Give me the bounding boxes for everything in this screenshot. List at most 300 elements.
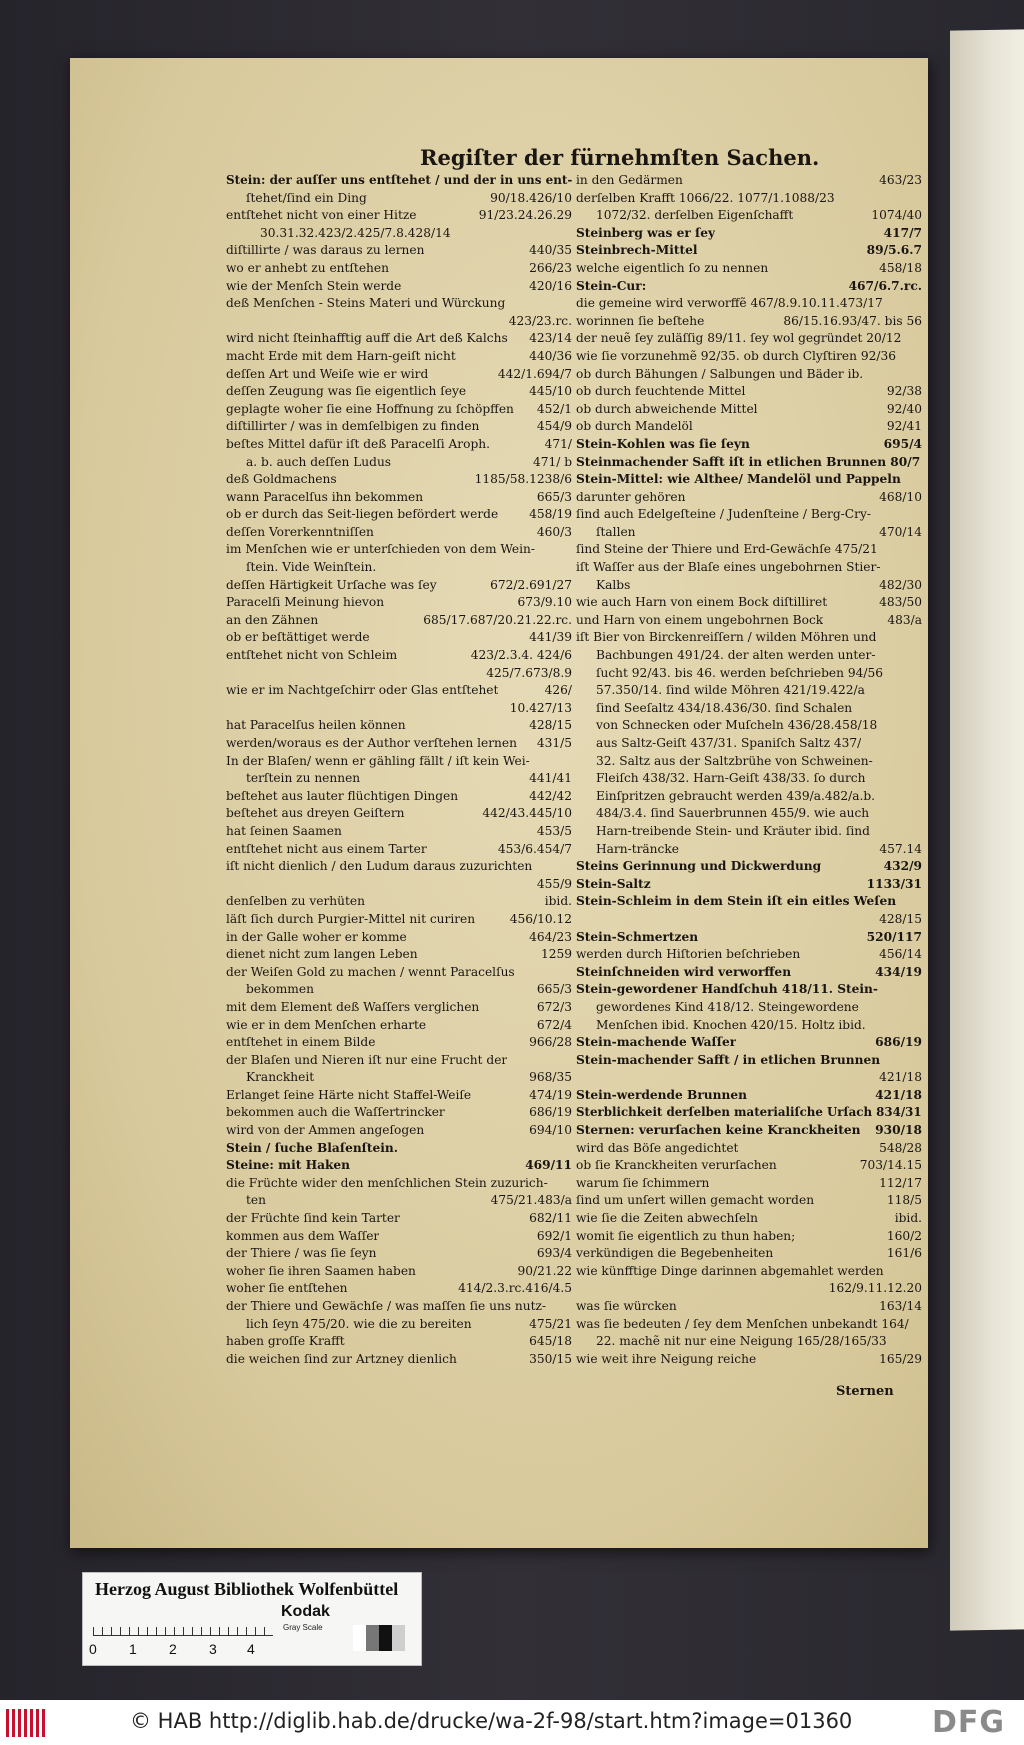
index-entry [576, 893, 922, 911]
index-entry [226, 506, 572, 524]
entry-text: gewordenes Kind 418/12. Steingewordene [596, 999, 859, 1014]
entry-text: Harn-träncke [596, 841, 679, 856]
index-entry [576, 454, 922, 472]
entry-text: mit dem Element deß Waſſers verglichen [226, 999, 480, 1014]
entry-text: wie er im Nachtgeſchirr oder Glas entſtehet [226, 683, 499, 698]
index-entry [576, 700, 922, 718]
entry-reference: 86/15.16.93/47. bis 56 [783, 313, 922, 328]
entry-text: der Blaſen und Nieren iſt nur eine Frucht der [226, 1052, 508, 1067]
entry-reference: 453/5 [536, 823, 572, 838]
entry-text: ob durch Mandelöl [576, 419, 693, 434]
ruler-number: 4 [247, 1641, 255, 1657]
index-entry [576, 946, 922, 964]
entry-reference: 428/15 [879, 911, 922, 926]
entry-text: deſſen Härtigkeit Urſache was ſey [226, 577, 437, 592]
entry-reference: 452/1 [536, 401, 572, 416]
index-entry [226, 401, 572, 419]
index-entry [226, 541, 572, 559]
entry-text: Steinmachender Safft iſt in etlichen Brunnen 80/7 [576, 454, 921, 469]
entry-text: werden/woraus es der Author verſtehen lernen [226, 736, 517, 750]
index-entry [576, 348, 922, 366]
index-entry [576, 929, 922, 947]
entry-text: Steins Gerinnung und Dickwerdung [576, 859, 822, 874]
index-entry [226, 524, 572, 542]
swatch-gray [366, 1625, 379, 1651]
entry-text: Sternen: verurſachen keine Kranckheiten [576, 1123, 861, 1138]
entry-text: wird von der Ammen angeſogen [226, 1123, 425, 1138]
index-entry [226, 805, 572, 823]
entry-text: diſtillirter / was in demſelbigen zu finden [226, 419, 480, 434]
index-entry [226, 190, 572, 208]
entry-text: Bachbungen 491/24. der alten werden unter- [596, 648, 876, 663]
index-entry [576, 577, 922, 595]
entry-text: woher ſie entſtehen [226, 1281, 348, 1296]
entry-text: der Thiere / was ſie ſeyn [226, 1246, 377, 1261]
entry-text: die gemeine wird verworffẽ 467/8.9.10.11.473/17 [576, 296, 883, 311]
entry-text: deß Goldmachens [226, 472, 337, 487]
entry-text: geplagte woher ſie eine Hoffnung zu ſchöpffen [226, 401, 514, 416]
index-entry [576, 964, 922, 982]
entry-text: wie auch Harn von einem Bock diſtilliret [576, 595, 828, 610]
index-entry [576, 1192, 922, 1210]
entry-reference: ibid. [894, 1211, 922, 1226]
index-entry [226, 207, 572, 225]
swatch-light [392, 1625, 405, 1651]
entry-reference: 92/38 [886, 384, 922, 399]
index-entry [226, 823, 572, 841]
entry-reference: 434/19 [875, 964, 922, 979]
entry-text: diſtillirte / was daraus zu lernen [226, 243, 425, 258]
entry-reference: 112/17 [879, 1175, 922, 1190]
gray-scale-swatches [353, 1625, 405, 1651]
entry-reference: 457.14 [879, 841, 922, 856]
index-entry [576, 1052, 922, 1070]
entry-text: womit ſie eigentlich zu thun haben; [576, 1228, 796, 1243]
index-entry [576, 1333, 922, 1351]
entry-reference: 673/9.10 [517, 595, 572, 610]
index-entry [576, 1228, 922, 1246]
index-entry [226, 1104, 572, 1122]
entry-reference: 91/23.24.26.29 [478, 208, 572, 223]
footer-link[interactable]: © HAB http://diglib.hab.de/drucke/wa-2f-98/start.htm?image=01360 [130, 1709, 853, 1733]
entry-text: ſtallen [596, 524, 636, 539]
index-entry [226, 172, 572, 190]
entry-text: hat ſeinen Saamen [226, 823, 342, 838]
entry-reference: 440/35 [529, 243, 572, 258]
entry-reference: 10.427/13 [509, 700, 572, 715]
entry-text: warum ſie ſchimmern [576, 1175, 710, 1190]
index-entry [226, 788, 572, 806]
entry-text: wo er anhebt zu entſtehen [226, 260, 389, 275]
index-entry [226, 489, 572, 507]
entry-text: in den Gedärmen [576, 173, 683, 187]
ruler-ticks [93, 1627, 273, 1635]
entry-reference: 431/5 [536, 736, 572, 750]
entry-reference: 417/7 [883, 225, 922, 240]
index-entry [576, 207, 922, 225]
index-entry [576, 1280, 922, 1298]
entry-reference: 163/14 [879, 1299, 922, 1313]
index-entry [576, 1087, 922, 1105]
entry-reference: 475/21.483/a [490, 1193, 572, 1208]
index-entry [226, 770, 572, 788]
entry-reference: 423/2.3.4. 424/6 [470, 648, 572, 663]
index-entry [576, 1069, 922, 1087]
entry-reference: 455/9 [536, 876, 572, 891]
entry-text: welche eigentlich ſo zu nennen [576, 260, 769, 275]
index-entry [576, 665, 922, 683]
entry-text: bekommen auch die Waſſertrincker [226, 1105, 445, 1120]
entry-text: Kranckheit [246, 1070, 315, 1085]
index-entry [576, 682, 922, 700]
entry-text: wie künfftige Dinge darinnen abgemahlet werden [576, 1263, 884, 1278]
index-column-left [226, 172, 572, 1368]
entry-text: deſſen Art und Weiſe wie er wird [226, 366, 429, 381]
entry-reference: 90/21.22 [517, 1263, 572, 1278]
index-entry [576, 1122, 922, 1140]
index-entry [226, 418, 572, 436]
adjacent-page-edge [950, 29, 1024, 1630]
entry-reference: 161/6 [886, 1246, 922, 1261]
entry-reference: 693/4 [536, 1246, 572, 1261]
entry-reference: 458/19 [529, 507, 572, 522]
entry-text: Stein-gewordener Handſchuh 418/11. Stein- [576, 982, 878, 997]
entry-text: a. b. auch deſſen Ludus [246, 454, 392, 469]
entry-text: an den Zähnen [226, 612, 319, 627]
entry-reference: 1185/58.1238/6 [474, 472, 572, 487]
entry-text: entſtehet nicht von einer Hitze [226, 208, 417, 223]
index-entry [576, 242, 922, 260]
index-entry [226, 841, 572, 859]
index-entry [576, 1351, 922, 1369]
index-entry [226, 1017, 572, 1035]
index-entry [576, 999, 922, 1017]
entry-reference: 685/17.687/20.21.22.rc. [423, 612, 572, 627]
index-entry [226, 999, 572, 1017]
entry-reference: 445/10 [529, 384, 572, 399]
index-entry [576, 1104, 922, 1122]
entry-text: ob durch feuchtende Mittel [576, 384, 746, 399]
index-entry [576, 225, 922, 243]
entry-text: denſelben zu verhüten [226, 894, 365, 909]
entry-text: beſtehet aus dreyen Geiſtern [226, 806, 405, 821]
entry-text: Steinbrech-Mittel [576, 243, 698, 258]
index-entry [576, 1140, 922, 1158]
entry-text: 32. Saltz aus der Saltzbrühe von Schweinen- [596, 753, 873, 768]
index-entry [226, 929, 572, 947]
entry-text: ſind um unſert willen gemacht worden [576, 1193, 815, 1208]
footer-bar [0, 1700, 1024, 1745]
entry-text: ſtehet/ſind ein Ding [246, 190, 367, 205]
entry-reference: 672/4 [536, 1017, 572, 1032]
kodak-label: Kodak [281, 1603, 330, 1620]
index-entry [226, 629, 572, 647]
index-entry [226, 242, 572, 260]
entry-reference: 423/14 [529, 331, 572, 346]
index-entry [576, 313, 922, 331]
index-entry [576, 436, 922, 454]
entry-reference: 454/9 [536, 419, 572, 434]
entry-text: Paracelſi Meinung hievon [226, 595, 385, 610]
entry-reference: 421/18 [875, 1087, 922, 1102]
swatch-white [353, 1625, 366, 1651]
entry-reference: 968/35 [529, 1070, 572, 1085]
index-entry [226, 911, 572, 929]
index-entry [576, 471, 922, 489]
entry-reference: 423/23.rc. [508, 313, 572, 328]
index-entry [576, 753, 922, 771]
entry-reference: 414/2.3.rc.416/4.5 [458, 1281, 572, 1296]
index-entry [576, 418, 922, 436]
index-entry [226, 665, 572, 683]
entry-reference: 441/41 [529, 771, 572, 786]
entry-reference: 432/9 [883, 859, 922, 874]
entry-reference: 482/30 [879, 577, 922, 592]
entry-reference: 442/43.445/10 [482, 806, 572, 821]
entry-text: iſt Bier von Birckenreiſſern / wilden Möhren und [576, 630, 877, 645]
index-entry [226, 1210, 572, 1228]
entry-reference: 665/3 [536, 982, 572, 997]
index-entry [576, 647, 922, 665]
entry-text: macht Erde mit dem Harn-geiſt nicht [226, 348, 456, 363]
entry-text: wie weit ihre Neigung reiche [576, 1351, 757, 1366]
index-entry [226, 700, 572, 718]
entry-text: Stein-Schleim in dem Stein iſt ein eitles Weſen [576, 894, 897, 909]
index-entry [576, 1316, 922, 1334]
entry-text: entſtehet nicht von Schleim [226, 648, 398, 663]
entry-reference: 471/ [544, 436, 572, 451]
index-entry [226, 964, 572, 982]
entry-reference: 89/5.6.7 [866, 243, 922, 258]
entry-reference: 483/a [887, 612, 922, 627]
index-entry [226, 1192, 572, 1210]
entry-text: entſtehet nicht aus einem Tarter [226, 841, 427, 856]
index-entry [576, 1175, 922, 1193]
index-entry [576, 876, 922, 894]
index-entry [226, 348, 572, 366]
index-entry [576, 172, 922, 190]
index-entry [226, 1157, 572, 1175]
entry-text: woher ſie ihren Saamen haben [226, 1263, 416, 1278]
index-entry [576, 629, 922, 647]
index-entry [226, 1298, 572, 1316]
entry-reference: 645/18 [529, 1334, 572, 1349]
entry-text: Steinberg was er ſey [576, 225, 716, 240]
entry-text: wie er in dem Menſchen erharte [226, 1017, 427, 1032]
index-entry [576, 506, 922, 524]
entry-reference: 92/41 [886, 419, 922, 434]
index-entry [226, 1175, 572, 1193]
entry-reference: 694/10 [529, 1123, 572, 1138]
index-entry [576, 735, 922, 753]
entry-text: derſelben Krafft 1066/22. 1077/1.1088/23 [576, 190, 835, 205]
entry-text: Stein-machender Safft / in etlichen Brunnen [576, 1052, 881, 1067]
index-entry [226, 436, 572, 454]
ruler-number: 3 [209, 1641, 217, 1657]
index-entry [226, 753, 572, 771]
entry-text: darunter gehören [576, 489, 686, 504]
index-entry [576, 401, 922, 419]
entry-text: Steine: mit Haken [226, 1158, 351, 1173]
index-entry [576, 823, 922, 841]
entry-reference: 686/19 [875, 1035, 922, 1050]
entry-reference: 467/6.7.rc. [848, 278, 922, 293]
index-entry [576, 541, 922, 559]
entry-reference: 92/40 [886, 401, 922, 416]
index-entry [576, 981, 922, 999]
index-entry [576, 1210, 922, 1228]
dfg-logo: DFG [932, 1705, 1006, 1740]
index-entry [226, 1034, 572, 1052]
entry-text: bekommen [246, 982, 314, 997]
index-entry [226, 1087, 572, 1105]
entry-reference: 453/6.454/7 [497, 841, 572, 856]
index-entry [576, 594, 922, 612]
index-entry [226, 981, 572, 999]
entry-reference: 442/42 [529, 788, 572, 803]
index-entry [226, 577, 572, 595]
entry-text: beſtehet aus lauter flüchtigen Dingen [226, 788, 459, 803]
entry-text: Kalbs [596, 577, 631, 592]
index-entry [576, 559, 922, 577]
index-entry [226, 225, 572, 243]
entry-text: dienet nicht zum langen Leben [226, 947, 418, 962]
entry-reference: 160/2 [886, 1228, 922, 1243]
entry-text: Menſchen ibid. Knochen 420/15. Holtz ibid. [596, 1017, 866, 1032]
entry-text: iſt Waſſer aus der Blaſe eines ungebohrnen Stier- [576, 560, 881, 575]
entry-text: ob durch Bähungen / Salbungen und Bäder ib. [576, 366, 864, 381]
entry-reference: 420/16 [529, 278, 572, 293]
entry-text: Fleiſch 438/32. Harn-Geiſt 438/33. ſo durch [596, 771, 866, 786]
ruler-number: 2 [169, 1641, 177, 1657]
entry-reference: 470/14 [879, 524, 922, 539]
entry-text: ob durch abweichende Mittel [576, 401, 758, 416]
entry-text: der Weiſen Gold zu machen / wennt Paracelſus [226, 964, 515, 979]
entry-text: wie ſie die Zeiten abwechſeln [576, 1211, 758, 1226]
entry-text: wie der Menſch Stein werde [226, 278, 402, 293]
entry-text: 484/3.4. ſind Sauerbrunnen 455/9. wie auch [596, 806, 870, 821]
index-entry [226, 1316, 572, 1334]
entry-reference: 460/3 [536, 524, 572, 539]
entry-reference: 703/14.15 [859, 1158, 922, 1173]
entry-reference: 672/3 [536, 999, 572, 1014]
ruler-line [93, 1635, 273, 1636]
entry-text: die Früchte wider den menſchlichen Stein zuzurich- [226, 1175, 548, 1190]
index-entry [226, 278, 572, 296]
entry-text: Stein-Kohlen was ſie ſeyn [576, 436, 750, 451]
entry-text: Stein-werdende Brunnen [576, 1087, 747, 1102]
entry-text: 30.31.32.423/2.425/7.8.428/14 [260, 225, 451, 240]
entry-text: In der Blaſen/ wenn er gähling fällt / iſt kein Wei- [226, 753, 530, 768]
index-entry [576, 612, 922, 630]
entry-text: worinnen ſie beſtehe [576, 313, 705, 328]
entry-reference: 474/19 [529, 1087, 572, 1102]
swatch-black [379, 1625, 392, 1651]
entry-text: ten [246, 1193, 266, 1208]
index-entry [226, 1351, 572, 1369]
index-entry [576, 858, 922, 876]
index-entry [226, 1140, 572, 1158]
index-entry [226, 471, 572, 489]
index-entry [576, 788, 922, 806]
entry-text: terſtein zu nennen [246, 771, 361, 786]
index-entry [226, 454, 572, 472]
entry-text: Stein: der auſſer uns entſtehet / und der in uns ent- [226, 173, 572, 187]
ruler-number: 0 [89, 1641, 97, 1657]
entry-text: iſt nicht dienlich / den Ludum daraus zuzurichten [226, 859, 533, 874]
index-entry [576, 805, 922, 823]
entry-text: ob er durch das Seit-liegen befördert werde [226, 507, 499, 522]
entry-reference: 456/14 [879, 947, 922, 962]
entry-reference: 165/29 [879, 1351, 922, 1366]
index-entry [576, 911, 922, 929]
entry-text: werden durch Hiſtorien beſchrieben [576, 947, 801, 962]
index-entry [576, 278, 922, 296]
index-entry [226, 1333, 572, 1351]
index-entry [226, 946, 572, 964]
entry-text: deß Menſchen - Steins Materi und Würckung [226, 296, 506, 311]
entry-text: deſſen Zeugung was ſie eigentlich ſeye [226, 384, 467, 399]
entry-reference: 471/ b [532, 454, 572, 469]
entry-reference: 441/39 [529, 630, 572, 645]
entry-text: 22. machẽ nit nur eine Neigung 165/28/165/33 [596, 1334, 887, 1349]
entry-reference: 548/28 [879, 1140, 922, 1155]
grayscale-label: Gray Scale [283, 1623, 323, 1632]
index-entry [576, 1298, 922, 1316]
library-label-card [82, 1572, 422, 1666]
entry-reference: 456/10.12 [509, 911, 572, 926]
index-entry [226, 717, 572, 735]
entry-text: haben groſſe Krafft [226, 1334, 345, 1349]
entry-text: Harn-treibende Stein- und Kräuter ibid. ſind [596, 823, 870, 838]
entry-text: Stein-Saltz [576, 876, 651, 891]
index-entry [576, 1157, 922, 1175]
entry-text: Stein-machende Waſſer [576, 1035, 737, 1050]
entry-text: Stein-Cur: [576, 278, 647, 293]
entry-text: beſtes Mittel dafür iſt deß Paracelſi Aroph. [226, 436, 490, 451]
index-entry [226, 893, 572, 911]
entry-reference: 520/117 [866, 929, 922, 944]
entry-reference: 695/4 [883, 436, 922, 451]
entry-text: der Früchte ſind kein Tarter [226, 1211, 400, 1226]
entry-text: der neuẽ ſey zuläſſig 89/11. ſey wol gegründet 20/12 [576, 331, 902, 346]
entry-text: was ſie bedeuten / ſey dem Menſchen unbekandt 164/ [576, 1316, 909, 1331]
entry-reference: 483/50 [879, 595, 922, 610]
entry-text: ſind Steine der Thiere und Erd-Gewächſe 475/21 [576, 542, 878, 557]
entry-text: und Harn von einem ungebohrnen Bock [576, 612, 824, 627]
entry-text: Erlanget ſeine Härte nicht Staffel-Weiſe [226, 1087, 472, 1102]
index-entry [576, 260, 922, 278]
entry-text: im Menſchen wie er unterſchieden von dem Wein- [226, 542, 535, 557]
entry-reference: 421/18 [879, 1070, 922, 1085]
entry-reference: 930/18 [875, 1123, 922, 1138]
entry-reference: 464/23 [529, 929, 572, 944]
index-entry [226, 1280, 572, 1298]
index-entry [226, 559, 572, 577]
entry-reference: 1133/31 [866, 876, 922, 891]
entry-reference: 266/23 [529, 260, 572, 275]
entry-text: entſtehet in einem Bilde [226, 1035, 376, 1050]
index-entry [226, 1069, 572, 1087]
entry-text: der Thiere und Gewächſe / was maſſen ſie uns nutz- [226, 1299, 547, 1313]
index-entry [226, 1122, 572, 1140]
index-entry [226, 1263, 572, 1281]
entry-reference: ibid. [544, 894, 572, 909]
index-entry [576, 1034, 922, 1052]
entry-reference: 350/15 [529, 1351, 572, 1366]
entry-text: lich ſeyn 475/20. wie die zu bereiten [246, 1316, 472, 1331]
entry-text: in der Galle woher er komme [226, 929, 407, 944]
